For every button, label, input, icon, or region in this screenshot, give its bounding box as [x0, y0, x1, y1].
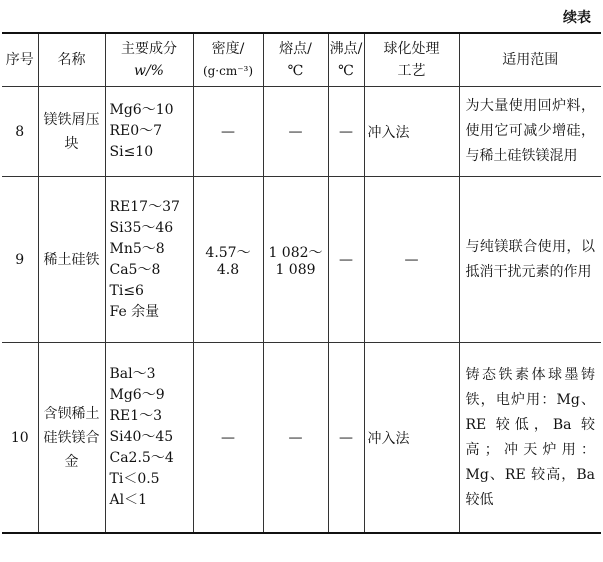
cell-melting-point: — — [263, 343, 328, 534]
cell-boiling-point: — — [328, 87, 364, 177]
cell-composition: Mg6～10 RE0～7 Si≤10 — [105, 87, 193, 177]
table-caption: 续表 — [563, 10, 591, 26]
header-process: 球化处理 工艺 — [364, 33, 459, 87]
header-scope: 适用范围 — [459, 33, 601, 87]
header-row — [2, 33, 601, 87]
cell-no: 8 — [2, 87, 38, 177]
cell-name: 稀土硅铁 — [38, 177, 105, 343]
cell-name: 含钡稀土硅铁镁合金 — [38, 343, 105, 534]
header-boiling-point: 沸点/ ℃ — [328, 33, 364, 87]
cell-name: 镁铁屑压块 — [38, 87, 105, 177]
cell-process: 冲入法 — [364, 343, 459, 534]
cell-density: 4.57～ 4.8 — [193, 177, 263, 343]
cell-scope: 铸态铁素体球墨铸铁，电炉用：Mg、RE 较低，Ba 较高；冲天炉用：Mg、RE 较高，Ba 较低 — [459, 343, 601, 534]
cell-composition: RE17～37 Si35～46 Mn5～8 Ca5～8 Ti≤6 Fe 余量 — [105, 177, 193, 343]
cell-density: — — [193, 87, 263, 177]
header-composition: 主要成分 w/% — [105, 33, 193, 87]
cell-boiling-point: — — [328, 343, 364, 534]
cell-scope: 为大量使用回炉料，使用它可减少增硅，与稀土硅铁镁混用 — [459, 87, 601, 177]
alloy-table — [2, 32, 601, 534]
cell-no: 9 — [2, 177, 38, 343]
cell-process: — — [364, 177, 459, 343]
header-no: 序号 — [2, 33, 38, 87]
cell-melting-point: — — [263, 87, 328, 177]
table-row — [2, 87, 601, 177]
cell-composition: Bal～3 Mg6～9 RE1～3 Si40～45 Ca2.5～4 Ti＜0.5 Al＜1 — [105, 343, 193, 534]
table-row — [2, 343, 601, 534]
cell-no: 10 — [2, 343, 38, 534]
cell-melting-point: 1 082～ 1 089 — [263, 177, 328, 343]
cell-scope: 与纯镁联合使用，以抵消干扰元素的作用 — [459, 177, 601, 343]
cell-boiling-point: — — [328, 177, 364, 343]
table-row — [2, 177, 601, 343]
header-melting-point: 熔点/ ℃ — [263, 33, 328, 87]
cell-density: — — [193, 343, 263, 534]
header-density: 密度/ (g·cm⁻³) — [193, 33, 263, 87]
cell-process: 冲入法 — [364, 87, 459, 177]
header-name: 名称 — [38, 33, 105, 87]
